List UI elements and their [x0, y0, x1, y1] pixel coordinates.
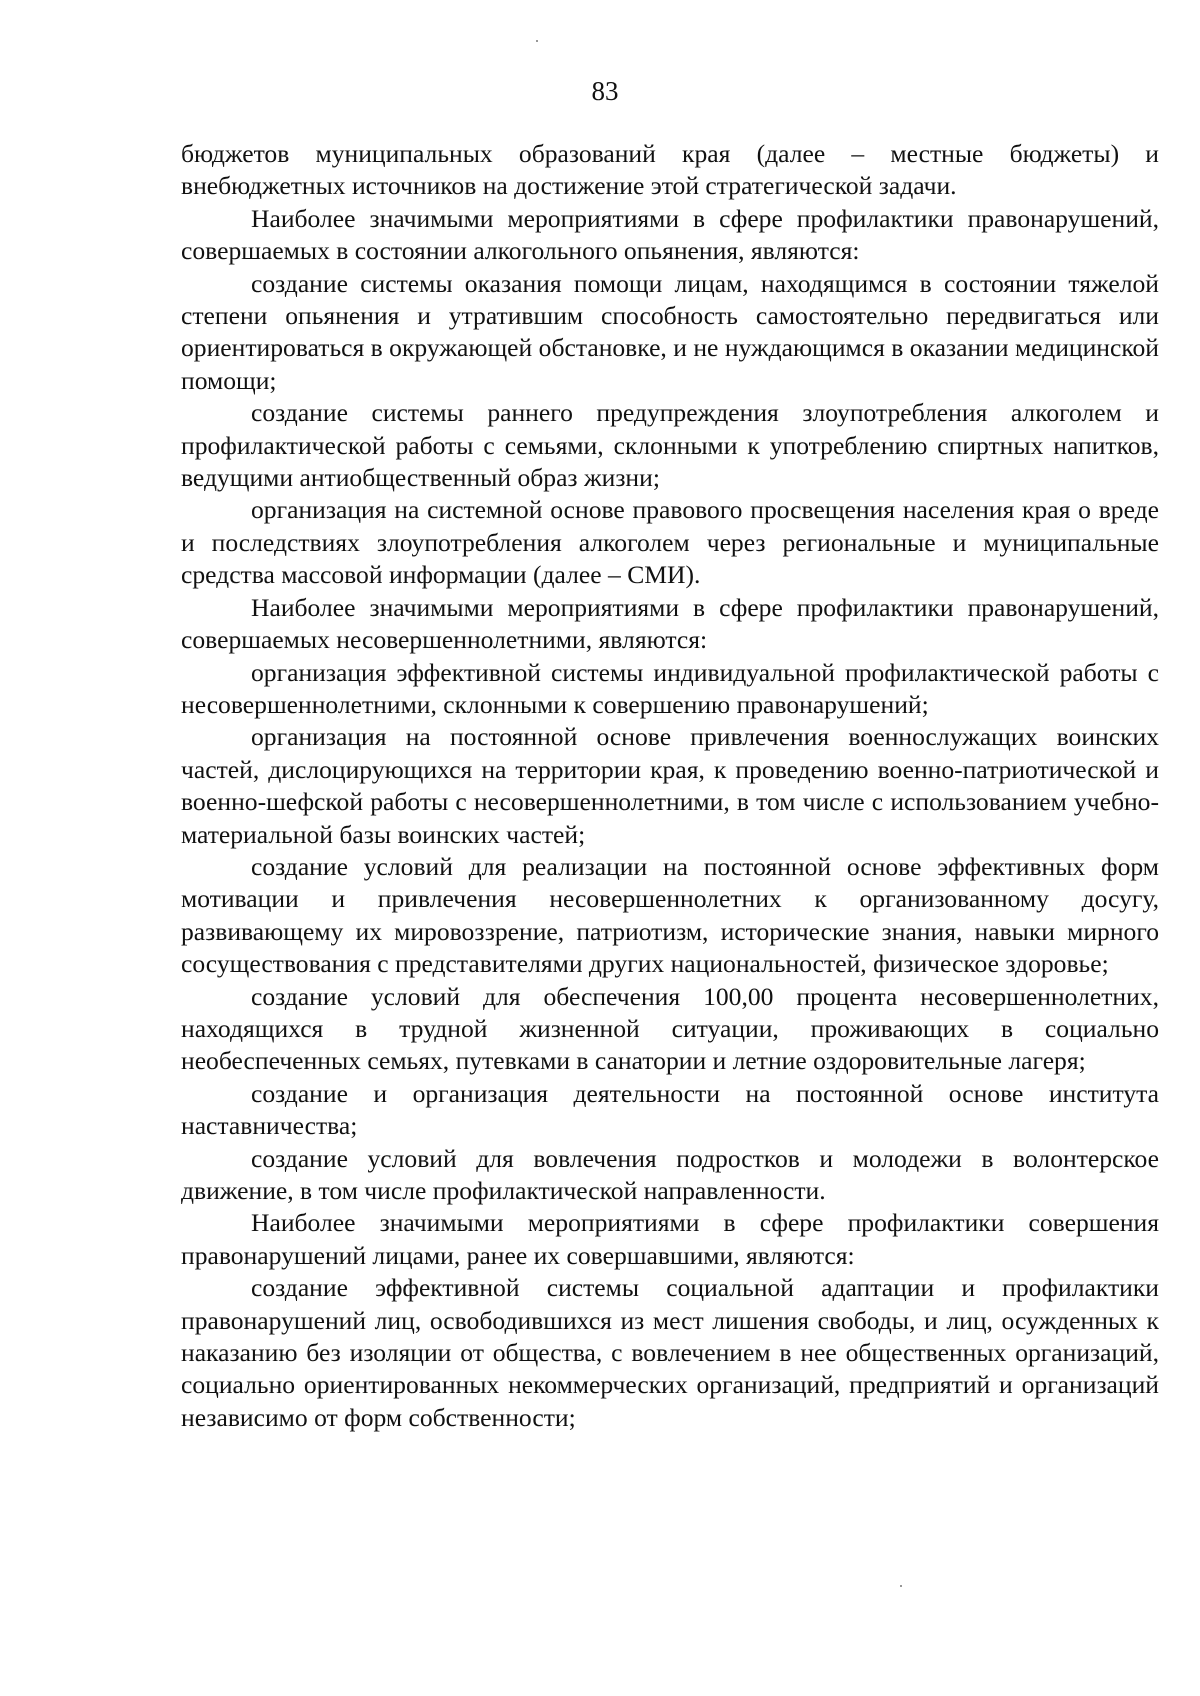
paragraph: создание условий для обеспечения 100,00 процента несовершеннолетних, находящихся в трудной жизненной ситуации, проживающих в социально необеспеченных семьях, путевками в санатории и летние оздоровительные лагеря;: [181, 981, 1159, 1076]
paragraph: создание эффективной системы социальной адаптации и профилактики правонарушений лиц, освободившихся из мест лишения свободы, и лиц, осужденных к наказанию без изоляции от общества, с вовлечением в нее общественных организаций, социально ориентированных некоммерческих организаций, предприятий и организаций независимо от форм собственности;: [181, 1273, 1159, 1432]
paragraph: создание условий для реализации на постоянной основе эффективных форм мотивации и привлечения несовершеннолетних к организованному досугу, развивающему их мировоззрение, патриотизм, исторические знания, навыки мирного сосуществования с представителями других национальностей, физическое здоровье;: [181, 851, 1159, 979]
paragraph: создание системы раннего предупреждения злоупотребления алкоголем и профилактической работы с семьями, склонными к употреблению спиртных напитков, ведущими антиобщественный образ жизни;: [181, 398, 1159, 493]
paragraph: Наиболее значимыми мероприятиями в сфере профилактики совершения правонарушений лицами, ранее их совершавшими, являются:: [181, 1208, 1159, 1270]
paragraph: организация эффективной системы индивидуальной профилактической работы с несовершеннолетними, склонными к совершению правонарушений;: [181, 657, 1159, 719]
paragraph: организация на постоянной основе привлечения военнослужащих воинских частей, дислоцирующихся на территории края, к проведению военно-патриотической и военно-шефской работы с несовершеннолетними, в том числе с использованием учебно-материальной базы воинских частей;: [181, 722, 1159, 849]
paragraph: организация на системной основе правового просвещения населения края о вреде и последствиях злоупотребления алкоголем через региональные и муниципальные средства массовой информации (далее – СМИ).: [181, 495, 1159, 590]
page-number: 83: [591, 76, 619, 106]
paragraph: Наиболее значимыми мероприятиями в сфере профилактики правонарушений, совершаемых несовершеннолетними, являются:: [181, 592, 1159, 655]
paragraph: бюджетов муниципальных образований края (далее – местные бюджеты) и внебюджетных источников на достижение этой стратегической задачи.: [181, 139, 1159, 201]
paragraph: создание условий для вовлечения подростков и молодежи в волонтерское движение, в том числе профилактической направленности.: [181, 1143, 1159, 1205]
paragraph: Наиболее значимыми мероприятиями в сфере профилактики правонарушений, совершаемых в состоянии алкогольного опьянения, являются:: [181, 203, 1159, 266]
scan-speck: [900, 1585, 902, 1587]
paragraph: создание и организация деятельности на постоянной основе института наставничества;: [181, 1078, 1159, 1141]
paragraph: создание системы оказания помощи лицам, находящимся в состоянии тяжелой степени опьянения и утратившим способность самостоятельно передвигаться или ориентироваться в окружающей обстановке, и не нуждающимся в оказании медицинской помощи;: [181, 268, 1159, 395]
scan-speck: [536, 40, 538, 42]
body-text: [181, 138, 1159, 1434]
